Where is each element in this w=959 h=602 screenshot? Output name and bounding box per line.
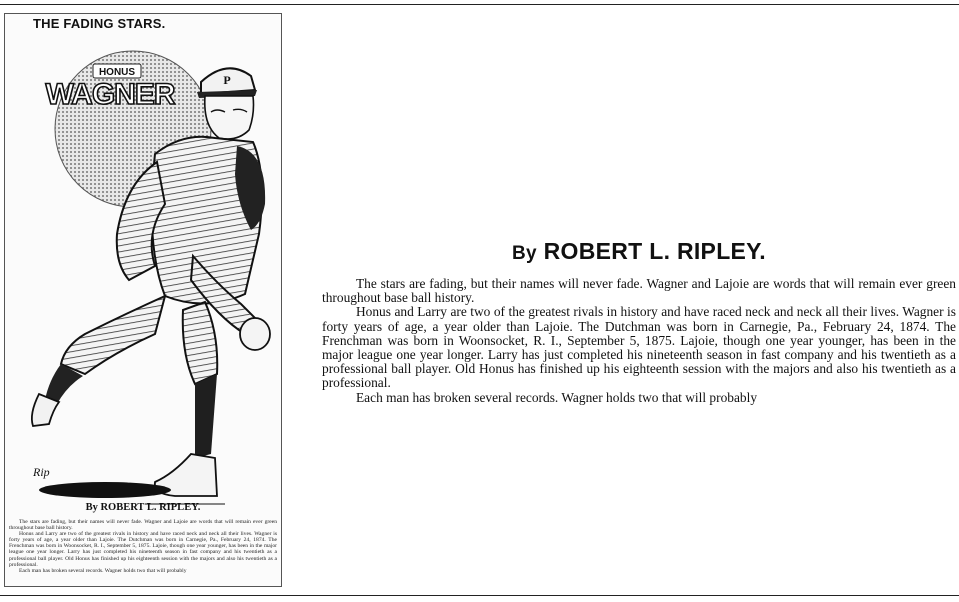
artist-signature: Rip [33, 465, 50, 479]
clipping-paragraph: Each man has broken several records. Wagner holds two that will probably [19, 567, 187, 574]
front-leg [183, 302, 218, 384]
hand [240, 318, 270, 350]
article-paragraph-1: The stars are fading, but their names will never fade. Wagner and Lajoie are words that will remain ever green throughout base ball history. [322, 276, 956, 306]
banner-small-text: HONUS [98, 67, 136, 78]
clipping-body [9, 519, 277, 574]
article-enlarged [322, 238, 956, 405]
cap-letter: P [223, 73, 231, 87]
back-leg [61, 296, 165, 374]
clipping-byline: By ROBERT L. RIPLEY. [85, 502, 201, 513]
clipping-paragraph: The stars are fading, but their names will never fade. Wagner and Lajoie are words that will remain ever green throughout base ball history. [9, 519, 277, 532]
clipping-paragraph: Honus and Larry are two of the greatest rivals in history and have raced neck and neck all their lives. Wagner is forty years of age, a year older than Lajoie. The Dutchman was born in Carnegie, Pa., February 24, 1874. The Frenchman was born in Woonsocket, R. I., September 5, 1875. Lajoie, though one year younger, has been in the major league one year longer. Larry has just completed his nineteenth season in fast company and his twentieth as a professional ball player. Old Honus has finished up his eighteenth session with the majors and also his twentieth as a professional. [9, 531, 277, 568]
article-paragraph-3: Each man has broken several records. Wagner holds two that will probably [356, 389, 758, 405]
clipping-heading: THE FADING STARS. [33, 16, 166, 31]
bottom-border [0, 595, 959, 596]
banner-large-text: WAGNER [45, 78, 175, 111]
top-border [0, 4, 959, 5]
byline-author: ROBERT L. RIPLEY. [543, 238, 766, 264]
pitcher-illustration [5, 34, 281, 514]
article-body [322, 277, 956, 405]
article-byline [322, 238, 956, 265]
head-shape [205, 96, 254, 139]
byline-prefix: By [512, 243, 537, 264]
clipping-thumbnail [4, 13, 282, 587]
ground-shadow [39, 482, 171, 498]
article-paragraph-2: Honus and Larry are two of the greatest rivals in history and have raced neck and neck all their lives. Wagner is forty years of age, a year older than Lajoie. The Dutchman was born in Carnegie, Pa., February 24, 1874. The Frenchman was born in Woonsocket, R. I., September 5, 1875. Lajoie, though one year younger, has been in the major league one year longer. Larry has just completed his nineteenth season in fast company and his twentieth as a professional ball player. Old Honus has finished up his eighteenth session with the majors and also his twentieth as a professional. [322, 304, 956, 391]
